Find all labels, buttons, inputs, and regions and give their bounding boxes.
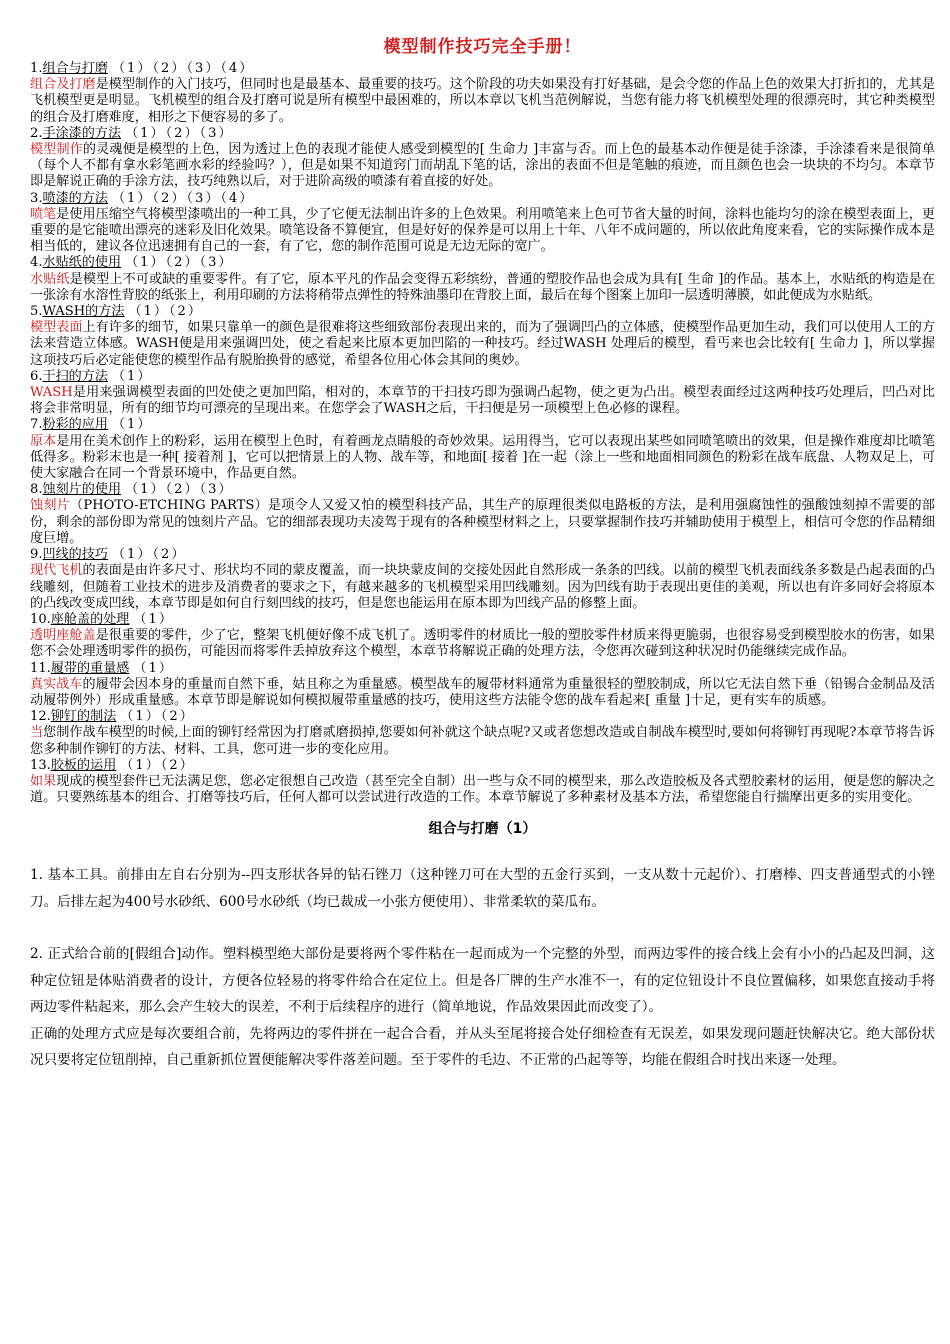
section-heading <box>30 61 935 77</box>
toc-section <box>30 417 935 482</box>
section-body-text: 是很重要的零件，少了它，整架飞机便好像不成飞机了。透明零件的材质比一般的塑胶零件材质来得更脆弱，也很容易受到模型胶水的伤害，如果您不会处理透明零件的损伤，可能因而将零件丢掉放弃这个模型，本章节将解说正确的处理方法，令您再次碰到这种状况时仍能继续完成作品。 <box>30 628 936 660</box>
toc-section <box>30 547 935 612</box>
section-parts: （1）（2）（3） <box>125 255 234 271</box>
section-body-text: 的灵魂便是模型的上色，因为透过上色的表现才能使人感受到模型的[ 生命力 ]丰富与否。而上色的最基本动作便是徒手涂漆，手涂漆看来是很简单（每个人不都有拿水彩笔画水彩的经验吗？），但是如果不知道窍门而胡乱下笔的话，涂出的表面不但是笔触的痕迹，而且颜色也会一块块的不均匀。本章节即是解说正确的手涂方法，技巧纯熟以后，对于进阶高级的喷漆有着直接的好处。 <box>30 142 936 190</box>
section-body-text: 是用来强调模型表面的凹处使之更加凹陷，相对的，本章节的干扫技巧即为强调凸起物，使之更为凸出。模型表面经过这两种技巧处理后，凹凸对比将会非常明显，所有的细节均可漂亮的呈现出来。在您学会了WASH之后，干扫便是另一项模型上色必修的课程。 <box>30 385 935 417</box>
section-lead-term: 组合及打磨 <box>30 77 96 93</box>
section-heading <box>30 482 935 498</box>
section-link[interactable]: 组合与打磨 <box>42 61 108 76</box>
paragraph-dry-fit: 2. 正式给合前的[假组合]动作。塑料模型绝大部份是要将两个零件粘在一起而成为一个完整的外型，而两边零件的接合线上会有小小的凸起及凹洞，这种定位钮是体贴消费者的设计，方便各位轻易的将零件给合在定位上。但是各厂牌的生产水准不一，有的定位钮设计不良位置偏移，如果您直接动手将两边零件粘起来，那么会产生较大的误差，不利于后续程序的进行（简单地说，作品效果因此而改变了）。 <box>30 946 935 1016</box>
section-lead-term: 透明座舱盖 <box>30 628 96 644</box>
document-title: 模型制作技巧完全手册！ <box>383 37 582 57</box>
section-parts: （1）（2） <box>111 547 187 563</box>
section-lead-term: WASH <box>30 385 73 401</box>
section-link[interactable]: 胶板的运用 <box>50 757 117 773</box>
section-parts: （1） <box>111 368 153 384</box>
section-body-text: 是使用压缩空气将模型漆喷出的一种工具，少了它便无法制出许多的上色效果。利用喷笔来上色可节省大量的时间，涂料也能均匀的涂在模型表面上，更重要的是它能喷出漂亮的迷彩及旧化效果。喷笔设备不算便宜，但是好好的保养是可以用上十年、八年不成问题的，所以依此角度来看，它的实际操作成本是相当低的，建议各位迅速拥有自己的一套，有了它，您的制作范围可说是无边无际的宽广。 <box>30 206 935 255</box>
section-number: 4. <box>30 255 43 271</box>
section-description <box>30 498 935 547</box>
section-description <box>30 434 935 483</box>
section-number: 10. <box>30 611 51 627</box>
section-heading <box>30 612 935 628</box>
section-description <box>30 207 935 256</box>
section-body-text: 您制作战车模型的时候,上面的铆钉经常因为打磨贰磨损掉,您要如何补就这个缺点呢?又或者您想改造或自制战车模型时,要如何将铆钉再现呢?本章节将告诉您多种制作铆钉的方法、材料、工具，您可进一步的变化应用。 <box>30 725 936 757</box>
section-parts: （1）（2）（3）（4） <box>111 61 255 76</box>
section-link[interactable]: 座舱盖的处理 <box>50 611 130 627</box>
toc-section <box>30 661 935 710</box>
section-lead-term: 蚀刻片 <box>30 498 71 514</box>
section-description <box>30 677 935 709</box>
section-list <box>30 61 935 806</box>
section-body-text: 上有许多的细节，如果只靠单一的颜色是很难将这些细致部份表现出来的，而为了强调凹凸的立体感，使模型作品更加生动，我们可以使用人工的方法来营造立体感。WASH便是用来强调凹处，使之看起来比原本更加凹陷的一种技巧。经过WASH 处理后的模型，看丐来也会比较有[ 生命力 ]，所以掌握这项技巧后必定能使您的模型作品有脱胎换骨的感觉，希望各位用心体会其间的奥妙。 <box>30 320 936 368</box>
section-heading <box>30 255 935 271</box>
section-description <box>30 272 935 304</box>
toc-section <box>30 61 935 126</box>
section-heading <box>30 758 935 774</box>
section-heading <box>30 126 935 142</box>
section-link[interactable]: 蚀刻片的使用 <box>42 482 122 498</box>
section-heading <box>30 417 935 433</box>
section-number: 6. <box>30 368 43 384</box>
section-number: 12. <box>30 709 51 725</box>
section-heading <box>30 304 935 320</box>
section-heading <box>30 547 935 563</box>
section-body-text: 是模型上不可或缺的重要零件。有了它，原本平凡的作品会变得五彩缤纷，普通的塑胶作品也会成为具有[ 生命 ]的作品。基本上，水贴纸的构造是在一张涂有水溶性背胶的纸张上，利用印刷的方法将稍带点弹性的特殊油墨印在背胶上面，最后在每个图案上加印一层透明薄膜，如此便成为水贴纸。 <box>30 271 935 303</box>
section-parts: （1）（2）（3）（4） <box>111 190 255 206</box>
section-parts: （1） <box>133 611 174 627</box>
toc-section <box>30 369 935 418</box>
toc-section <box>30 709 935 758</box>
section-number: 2. <box>30 125 43 141</box>
section-parts: （1） <box>111 417 153 433</box>
section-parts: （1）（2） <box>120 709 195 725</box>
section-lead-term: 模型制作 <box>30 142 83 158</box>
paragraph-correct-method: 正确的处理方式应是每次要组合前，先将两边的零件拼在一起合合看，并从头至尾将接合处仔细检查有无误差，如果发现问题赶快解决它。绝大部份状况只要将定位钮削掉，自己重新抓位置便能解决零件落差问题。至于零件的毛边、不正常的凸起等等，均能在假组合时找出来逐一处理。 <box>30 1025 935 1069</box>
section-heading <box>30 369 935 385</box>
chapter-subtitle: 组合与打磨（1） <box>428 821 537 838</box>
section-link[interactable]: 干扫的方法 <box>42 368 108 384</box>
section-heading <box>30 661 935 677</box>
section-link[interactable]: 水贴纸的使用 <box>42 255 122 271</box>
section-link[interactable]: 凹线的技巧 <box>42 547 108 563</box>
section-lead-term: 真实战车 <box>30 676 83 692</box>
section-description <box>30 142 935 191</box>
section-lead-term: 水贴纸 <box>30 271 70 287</box>
section-body-text: 是用在美术创作上的粉彩，运用在模型上色时，有着画龙点睛般的奇妙效果。运用得当，它可以表现出某些如同喷笔喷出的效果，但是操作难度却比喷笔低得多。粉彩末也是一种[ 接着剂 ]，它可以把情景上的人物、战车等，和地面[ 接着 ]在一起（涂上一些和地面相同颜色的粉彩在战车底盘、人物双足上，可使大家融合在同一个背景环境中，作品更自然。 <box>30 433 935 482</box>
document <box>30 32 935 1074</box>
section-link[interactable]: 喷漆的方法 <box>42 190 108 206</box>
section-parts: （1）（2）（3） <box>125 125 234 141</box>
paragraph-gap <box>30 915 935 941</box>
section-lead-term: 如果 <box>30 773 57 789</box>
section-number: 3. <box>30 190 43 206</box>
section-parts: （1） <box>133 660 174 676</box>
section-number: 5. <box>30 304 43 320</box>
section-description <box>30 320 935 369</box>
section-body-text: 是模型制作的入门技巧，但同时也是最基本、最重要的技巧。这个阶段的功夫如果没有打好基础，是会令您的作品上色的效果大打折扣的，尤其是飞机模型更是明显。飞机模型的组合及打磨可说是所有模型中最困难的，所以本章以飞机当范例解说，当您有能力将飞机模型处理的很漂亮时，其它种类模型的组合及打磨难度，相形之下便容易的多了。 <box>30 77 936 125</box>
section-number: 7. <box>30 417 43 433</box>
toc-section <box>30 191 935 256</box>
section-number: 13. <box>30 757 51 773</box>
section-lead-term: 原本 <box>30 433 57 449</box>
section-number: 11. <box>30 660 51 676</box>
section-link[interactable]: 履带的重量感 <box>50 660 130 676</box>
section-description <box>30 628 935 660</box>
section-number: 9. <box>30 547 43 563</box>
toc-section <box>30 126 935 191</box>
section-lead-term: 当 <box>30 725 44 741</box>
toc-section <box>30 304 935 369</box>
section-description <box>30 563 935 612</box>
section-lead-term: 喷笔 <box>30 206 57 222</box>
section-link[interactable]: 粉彩的应用 <box>42 417 108 433</box>
section-body-text: 的履带会因本身的重量而自然下垂，姑且称之为重量感。模型战车的履带材料通常为重量很轻的塑胶制成，所以它无法自然下垂（铅锡合金制品及活动履带例外）形成重量感。本章节即是解说如何模拟履带重量感的技巧，使用这些方法能令您的战车看起来[ 重量 ]十足，更有实车的质感。 <box>30 676 936 708</box>
paragraph-basic-tools: 1. 基本工具。前排由左自右分别为--四支形状各异的钻石锉刀（这种锉刀可在大型的五金行买到，一支从数十元起价）、打磨棒、四支普通型式的小锉刀。后排左起为400号水砂纸、600号水砂纸（均已裁成一小张方便使用）、非常柔软的菜瓜布。 <box>30 867 935 910</box>
section-body-text: （PHOTO-ETCHING PARTS）是项令人又爱又怕的模型科技产品，其生产的原理很类似电路板的方法，是利用强腐蚀性的强酸蚀刻掉不需要的部份，剩余的部份即为常见的蚀刻片产品。它的细部表现功夫凌驾于现有的各种模型材料之上，只要掌握制作技巧并辅助使用于模型上，相信可令您的作品精细度巨增。 <box>30 498 935 546</box>
section-body-text: 现成的模型套件已无法满足您，您必定很想自己改造（甚至完全自制）出一些与众不同的模型来，那么改造胶板及各式塑胶素材的运用，便是您的解决之道。只要熟练基本的组合、打磨等技巧后，任何人都可以尝试进行改造的工作。本章节解说了多种素材及基本方法，希望您能自行揣摩出更多的实用变化。 <box>30 773 935 806</box>
section-description <box>30 774 935 806</box>
section-lead-term: 模型表面 <box>30 320 83 336</box>
section-heading <box>30 709 935 725</box>
section-link[interactable]: 铆钉的制法 <box>50 709 117 725</box>
section-description <box>30 77 935 126</box>
toc-section <box>30 612 935 661</box>
section-number: 8. <box>30 482 43 498</box>
toc-section <box>30 255 935 304</box>
section-number: 1. <box>30 61 43 76</box>
section-lead-term: 现代飞机 <box>30 563 83 579</box>
section-body-text: 的表面是由许多尺寸、形状均不同的蒙皮覆盖，而一块块蒙皮间的交接处因此自然形成一条条的凹线。以前的模型飞机表面线条多数是凸起表面的凸线雕刻，但随着工业技术的进步及消费者的要求之下，有越来越多的飞机模型采用凹线雕刻。因为凹线有助于表现出更佳的美观，所以也有许多同好会将原本的凸线改变成凹线，本章节即是如何自行刻凹线的技巧，但是您也能运用在原本即为凹线产品的修整上面。 <box>30 563 936 611</box>
section-parts: （1）（2） <box>128 304 203 320</box>
section-link[interactable]: 手涂漆的方法 <box>42 125 122 141</box>
section-parts: （1）（2） <box>120 757 195 773</box>
section-parts: （1）（2）（3） <box>125 482 234 498</box>
section-link[interactable]: WASH的方法 <box>42 304 125 320</box>
toc-section <box>30 482 935 547</box>
toc-section <box>30 758 935 807</box>
section-heading <box>30 191 935 207</box>
section-description <box>30 385 935 417</box>
section-description <box>30 725 935 757</box>
